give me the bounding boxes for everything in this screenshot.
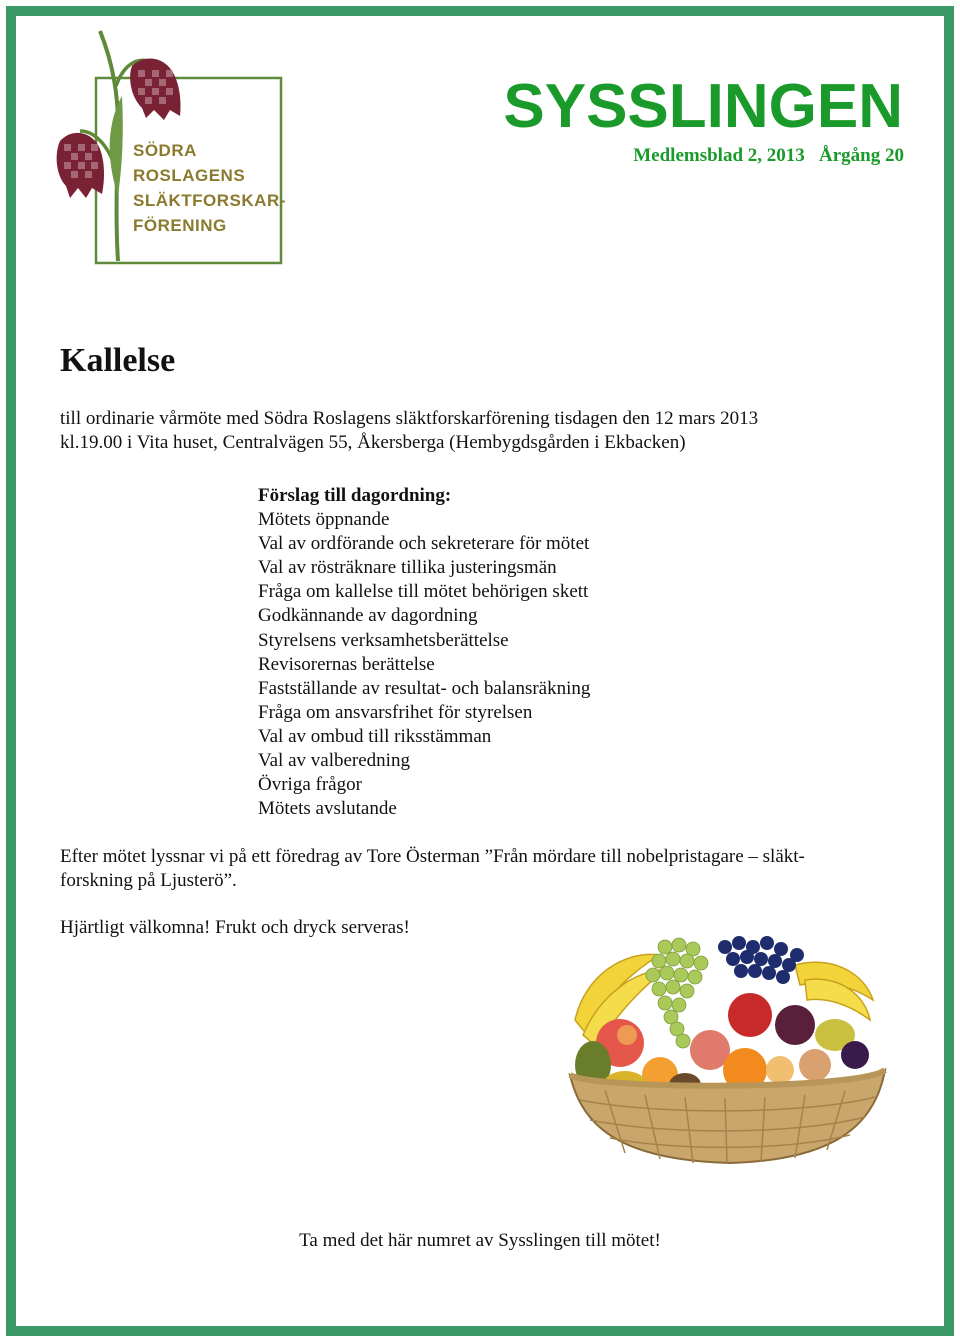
lecture-announcement [60,845,900,893]
association-logo [50,26,290,271]
welcome-text: Hjärtligt välkomna! Frukt och dryck serveras! [60,917,410,938]
issue-info: Medlemsblad 2, 2013 Årgång 20 [633,145,904,166]
agenda-item: Revisorernas berättelse [258,653,435,675]
lecture-line-2: forskning på Ljusterö”. [60,870,237,891]
newsletter-title: SYSSLINGEN [503,72,903,141]
agenda-item: Fastställande av resultat- och balansräkning [258,677,591,699]
agenda-item: Fråga om kallelse till mötet behörigen skett [258,581,589,603]
meeting-invitation [60,407,860,455]
invitation-line-1: till ordinarie vårmöte med Södra Roslagens släktforskarförening tisdagen den 12 mars 2013 [60,408,759,429]
agenda-item: Övriga frågor [258,774,362,796]
invitation-line-2: kl.19.00 i Vita huset, Centralvägen 55, Åkersberga (Hembygdsgården i Ekbacken) [60,432,686,453]
agenda-item: Mötets öppnande [258,509,390,531]
logo-text: SÖDRA ROSLAGENS SLÄKTFORSKAR- FÖRENING [133,141,286,235]
agenda-item: Val av valberedning [258,750,410,772]
fruit-basket-icon [565,925,890,1175]
agenda-item: Godkännande av dagordning [258,605,478,627]
agenda-item: Mötets avslutande [258,798,397,820]
lecture-line-1: Efter mötet lyssnar vi på ett föredrag av Tore Österman ”Från mördare till nobelpristagare – släkt- [60,846,805,867]
fruit-basket-image [565,925,890,1175]
footer-note: Ta med det här numret av Sysslingen till mötet! [299,1230,661,1251]
agenda-list [258,484,590,821]
agenda-item: Styrelsens verksamhetsberättelse [258,629,509,651]
agenda-heading: Förslag till dagordning: [258,485,452,506]
page-heading: Kallelse [60,342,176,379]
agenda-item: Fråga om ansvarsfrihet för styrelsen [258,701,533,723]
agenda-item: Val av rösträknare tillika justeringsmän [258,557,557,579]
agenda-item: Val av ombud till riksstämman [258,725,492,747]
agenda-item: Val av ordförande och sekreterare för mötet [258,533,590,555]
